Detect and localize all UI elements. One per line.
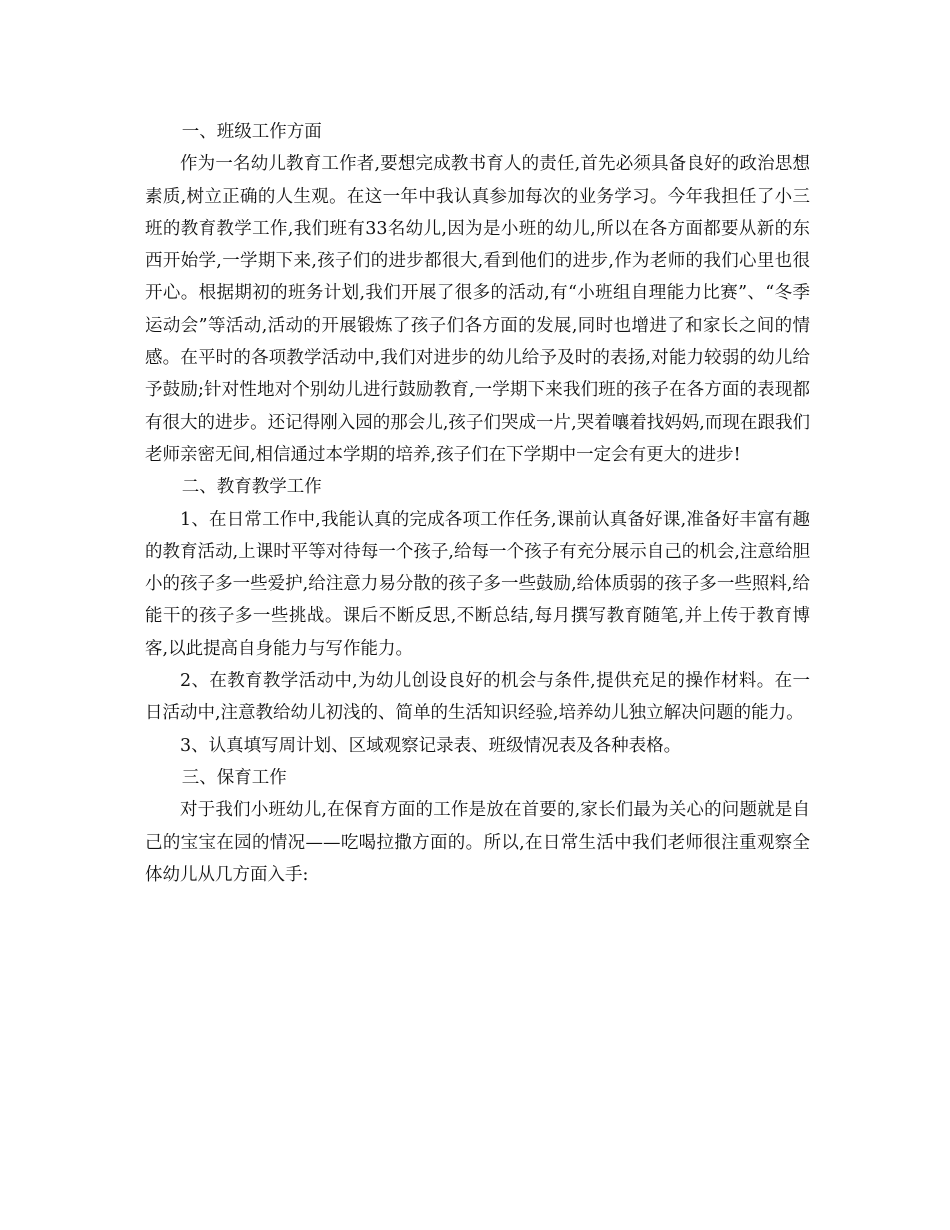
paragraph-care-work: 对于我们小班幼儿,在保育方面的工作是放在首要的,家长们最为关心的问题就是自己的宝宝在园的情况——吃喝拉撒方面的。所以,在日常生活中我们老师很注重观察全体幼儿从几方面入手: <box>145 800 810 885</box>
paragraph-class-work: 作为一名幼儿教育工作者,要想完成教书育人的责任,首先必须具备良好的政治思想素质,树立正确的人生观。在这一年中我认真参加每次的业务学习。今年我担任了小三班的教育教学工作,我们班有33名幼儿,因为是小班的幼儿,所以在各方面都要从新的东西开始学,一学期下来,孩子们的进步都很大,看到他们的进步,作为老师的我们心里也很开心。根据期初的班务计划,我们开展了很多的活动,有“小班组自理能力比赛”、“冬季运动会”等活动,活动的开展锻炼了孩子们各方面的发展,同时也增进了和家长之间的情感。在平时的各项教学活动中,我们对进步的幼儿给予及时的表扬,对能力较弱的幼儿给予鼓励;针对性地对个别幼儿进行鼓励教育,一学期下来我们班的孩子在各方面的表现都有很大的进步。还记得刚入园的那会儿,孩子们哭成一片,哭着嚷着找妈妈,而现在跟我们老师亲密无间,相信通过本学期的培养,孩子们在下学期中一定会有更大的进步! <box>145 154 810 465</box>
paragraph-teaching-item-3: 3、认真填写周计划、区域观察记录表、班级情况表及各种表格。 <box>180 735 682 756</box>
section-heading-class-work: 一、班级工作方面 <box>181 122 322 142</box>
paragraph-teaching-item-2: 2、在教育教学活动中,为幼儿创设良好的机会与条件,提供充足的操作材料。在一日活动中,注意教给幼儿初浅的、简单的生活知识经验,培养幼儿独立解决问题的能力。 <box>145 671 810 724</box>
section-heading-teaching-work: 二、教育教学工作 <box>181 477 322 498</box>
document-body <box>145 116 810 891</box>
paragraph-teaching-item-1: 1、在日常工作中,我能认真的完成各项工作任务,课前认真备好课,准备好丰富有趣的教育活动,上课时平等对待每一个孩子,给每一个孩子有充分展示自己的机会,注意给胆小的孩子多一些爱护,给注意力易分散的孩子多一些鼓励,给体质弱的孩子多一些照料,给能干的孩子多一些挑战。课后不断反思,不断总结,每月撰写教育随笔,并上传于教育博客,以此提高自身能力与写作能力。 <box>145 509 810 659</box>
section-heading-care-work: 三、保育工作 <box>181 767 287 788</box>
